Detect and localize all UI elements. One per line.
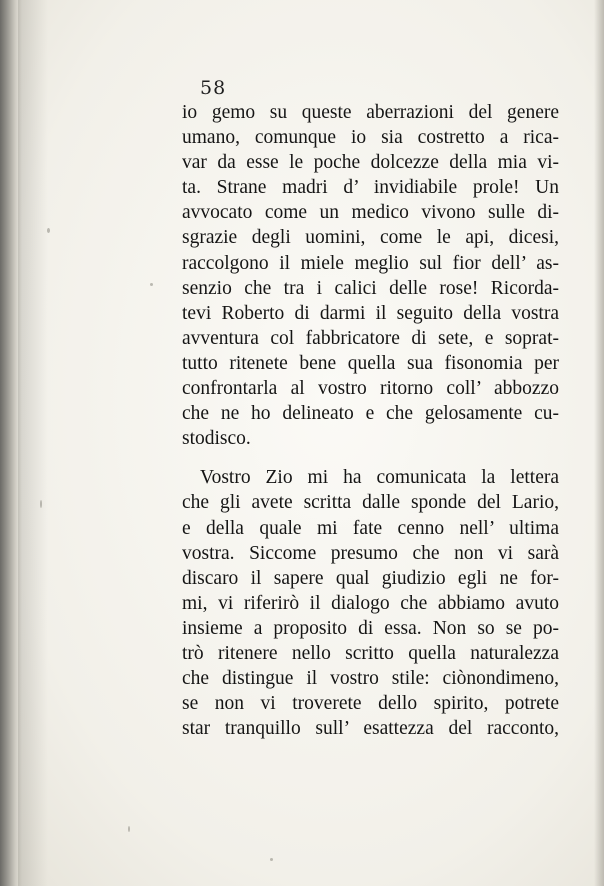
paragraph-1 bbox=[182, 100, 559, 451]
text-line: stodisco. bbox=[182, 428, 251, 450]
text-line: umano, comunque io sia costretto a rica- bbox=[182, 127, 559, 149]
text-line: insieme a proposito di essa. Non so se po- bbox=[182, 617, 559, 639]
paper-speck bbox=[150, 283, 153, 286]
text-line: var da esse le poche dolcezze della mia vi- bbox=[182, 152, 559, 174]
page-number: 58 bbox=[200, 77, 227, 99]
paragraph-gap bbox=[182, 451, 559, 465]
text-line: se non vi troverete dello spirito, potrete bbox=[182, 693, 559, 715]
text-line: che distingue il vostro stile: ciònondimeno, bbox=[182, 668, 559, 690]
text-line: trò ritenere nello scritto quella naturalezza bbox=[182, 642, 559, 664]
text-line: tevi Roberto di darmi il seguito della vostra bbox=[182, 302, 559, 324]
paper-speck bbox=[128, 826, 130, 832]
text-line: mi, vi riferirò il dialogo che abbiamo avuto bbox=[182, 592, 559, 614]
text-line: e della quale mi fate cenno nell’ ultima bbox=[182, 517, 559, 539]
text-line: che gli avete scritta dalle sponde del Lario, bbox=[182, 492, 559, 514]
paragraph-2 bbox=[182, 465, 559, 741]
text-line: senzio che tra i calici delle rose! Ricorda- bbox=[182, 277, 559, 299]
text-line: avventura col fabbricatore di sete, e soprat- bbox=[182, 327, 559, 349]
binding-shadow bbox=[18, 0, 48, 886]
text-line: io gemo su queste aberrazioni del genere bbox=[182, 102, 559, 123]
paper-speck bbox=[47, 228, 50, 233]
text-line: confrontarla al vostro ritorno coll’ abbozzo bbox=[182, 378, 559, 400]
text-line: ta. Strane madri d’ invidiabile prole! Un bbox=[182, 177, 559, 199]
text-line: che ne ho delineato e che gelosamente cu- bbox=[182, 403, 559, 425]
text-line: tutto ritenete bene quella sua fisonomia per bbox=[182, 352, 559, 374]
paper-speck bbox=[40, 500, 42, 508]
text-line: avvocato come un medico vivono sulle di- bbox=[182, 202, 559, 224]
text-line: sgrazie degli uomini, come le api, dicesi, bbox=[182, 227, 559, 249]
body-text bbox=[182, 100, 559, 741]
text-line: star tranquillo sull’ esattezza del racconto, bbox=[182, 718, 559, 740]
text-line: vostra. Siccome presumo che non vi sarà bbox=[182, 542, 559, 564]
paper-speck bbox=[270, 858, 273, 861]
text-line: raccolgono il miele meglio sul fior dell’ as- bbox=[182, 252, 559, 274]
text-line: Vostro Zio mi ha comunicata la lettera bbox=[200, 467, 559, 489]
page-right-edge bbox=[594, 0, 604, 886]
text-line: discaro il sapere qual giudizio egli ne for- bbox=[182, 567, 559, 589]
